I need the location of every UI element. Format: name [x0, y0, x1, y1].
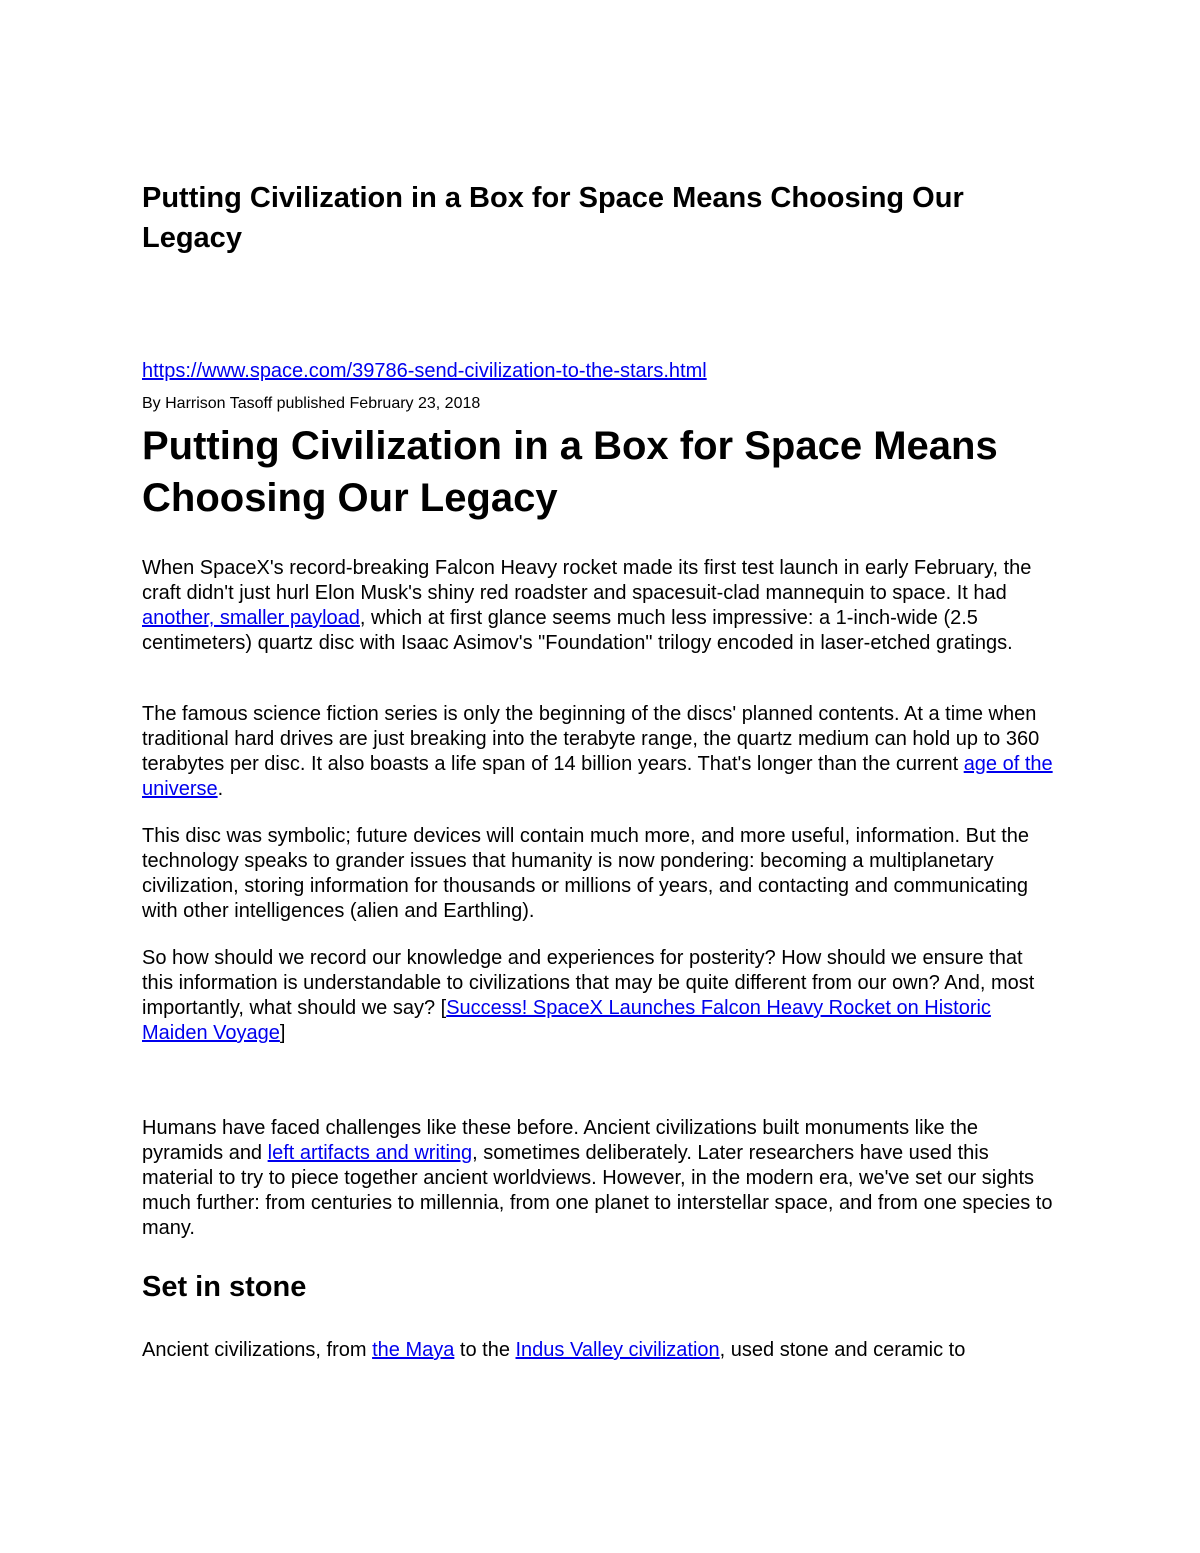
article-title: Putting Civilization in a Box for Space Means Choosing Our Legacy: [142, 424, 998, 520]
paragraph-6: [142, 1338, 1057, 1363]
link-the-maya[interactable]: the Maya: [372, 1339, 455, 1361]
byline: By Harrison Tasoff published February 23, 2018: [142, 395, 481, 412]
link-left-artifacts-and-writing[interactable]: left artifacts and writing: [267, 1142, 473, 1164]
paragraph-1-text-a: When SpaceX's record-breaking Falcon Heavy rocket made its first test launch in early February, the craft didn't just hurl Elon Musk's shiny red roadster and spacesuit-clad mannequin to space. It had: [142, 557, 1032, 604]
link-age-of-the-universe[interactable]: age of the universe: [142, 753, 1053, 800]
paragraph-2-text-b: .: [217, 778, 224, 800]
paragraph-2-text-a: The famous science fiction series is only the beginning of the discs' planned contents. At a time when traditional hard drives are just breaking into the terabyte range, the quartz medium can hold up to 360 terabytes per disc. It also boasts a life span of 14 billion years. That's longer than the current: [142, 703, 1040, 775]
paragraph-6-text-a: Ancient civilizations, from: [142, 1339, 373, 1361]
paragraph-2: [142, 702, 1057, 802]
paragraph-4-text-b: ]: [279, 1022, 286, 1044]
paragraph-1: [142, 556, 1057, 656]
paragraph-4-text-a: So how should we record our knowledge and experiences for posterity? How should we ensure that this information is understandable to civilizations that may be quite different from our own? And, most importantly, what should we say? [: [142, 947, 1035, 1019]
paragraph-5-text-a: Humans have faced challenges like these before. Ancient civilizations built monuments like the pyramids and: [142, 1117, 979, 1164]
paragraph-1-text-b: , which at first glance seems much less impressive: a 1-inch-wide (2.5 centimeters) quartz disc with Isaac Asimov's "Foundation" trilogy encoded in laser-etched gratings.: [142, 607, 1013, 654]
paragraph-6-text-b: to the: [454, 1339, 516, 1361]
document-title: Putting Civilization in a Box for Space Means Choosing Our Legacy: [142, 182, 964, 254]
section-heading-set-in-stone: Set in stone: [142, 1271, 307, 1303]
link-indus-valley-civilization[interactable]: Indus Valley civilization: [515, 1339, 720, 1361]
paragraph-5-text-b: , sometimes deliberately. Later researchers have used this material to try to piece together ancient worldviews. However, in the modern era, we've set our sights much further: from centuries to millennia, from one planet to interstellar space, and from one species to many.: [142, 1142, 1053, 1239]
link-another-smaller-payload[interactable]: another, smaller payload: [142, 607, 360, 629]
paragraph-3: This disc was symbolic; future devices will contain much more, and more useful, information. But the technology speaks to grander issues that humanity is now pondering: becoming a multiplanetary civilization, storing information for thousands or millions of years, and contacting and communicating with other intelligences (alien and Earthling).: [142, 825, 1030, 922]
source-url-link[interactable]: https://www.space.com/39786-send-civilization-to-the-stars.html: [142, 360, 707, 382]
paragraph-6-text-c: , used stone and ceramic to: [719, 1339, 966, 1361]
paragraph-5: [142, 1116, 1057, 1241]
link-spacex-falcon-heavy-launch[interactable]: Success! SpaceX Launches Falcon Heavy Rocket on Historic Maiden Voyage: [142, 997, 991, 1044]
paragraph-4: [142, 946, 1057, 1046]
